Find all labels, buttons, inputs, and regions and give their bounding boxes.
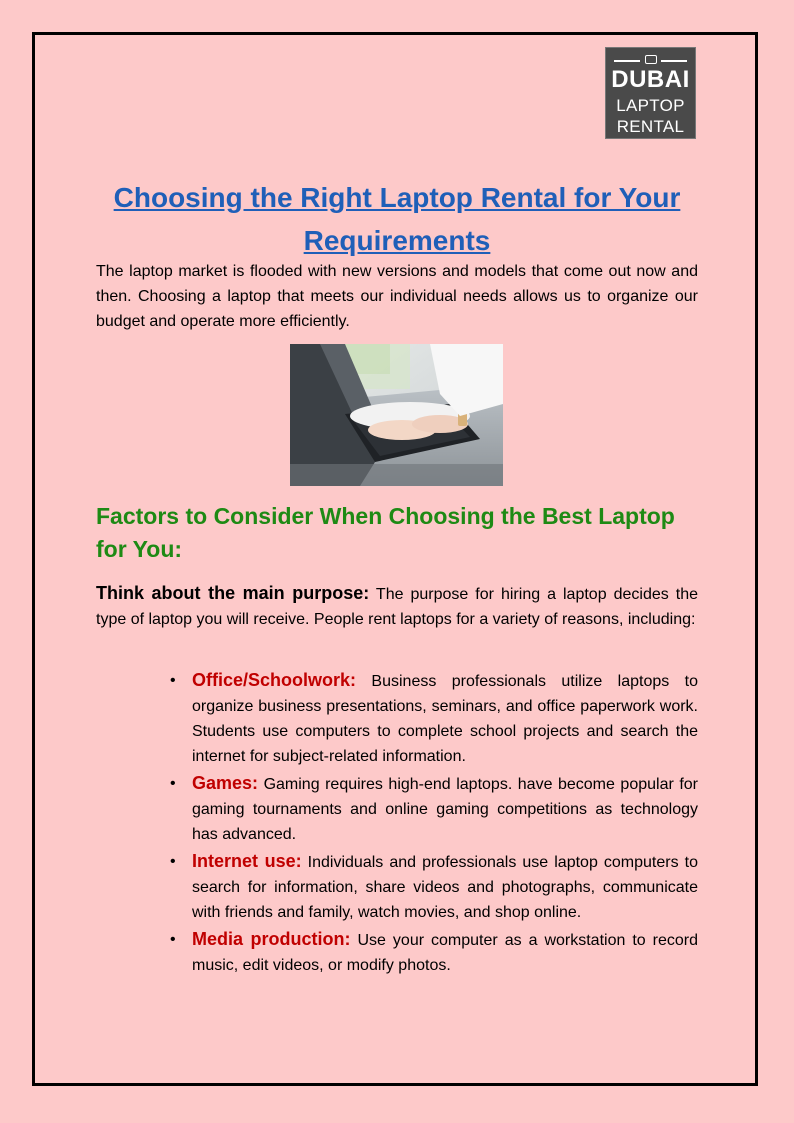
item-term: Media production: bbox=[192, 929, 351, 949]
bullet-icon: • bbox=[170, 672, 176, 689]
purpose-text: The purpose for hiring a laptop decides the type of laptop you will receive. People rent laptops for a variety of reasons, including: bbox=[96, 586, 698, 628]
logo-line-2: LAPTOP bbox=[616, 96, 685, 115]
item-text: Use your computer as a workstation to record music, edit videos, or modify photos. bbox=[192, 932, 699, 974]
bullet-icon: • bbox=[170, 853, 176, 870]
logo-line-1: DUBAI bbox=[611, 66, 690, 93]
brand-logo bbox=[605, 47, 696, 139]
reasons-list bbox=[170, 668, 699, 980]
logo-line-3: RENTAL bbox=[616, 117, 685, 136]
item-text: Individuals and professionals use laptop computers to search for information, share videos and photographs, communicate with friends and family, watch movies, and shop online. bbox=[192, 854, 698, 921]
list-item bbox=[170, 771, 698, 847]
list-item bbox=[170, 668, 698, 769]
laptop-typing-photo bbox=[290, 344, 503, 486]
item-text: Business professionals utilize laptops to organize business presentations, seminars, and office paperwork work. Students use computers to complete school projects and search the internet for subject-related information. bbox=[192, 673, 698, 765]
bullet-icon: • bbox=[170, 775, 176, 792]
list-item bbox=[170, 927, 699, 978]
item-term: Internet use: bbox=[192, 851, 302, 871]
bullet-icon: • bbox=[170, 931, 176, 948]
list-item bbox=[170, 849, 698, 925]
page-title: Choosing the Right Laptop Rental for Your Requirements bbox=[113, 182, 681, 256]
section-heading: Factors to Consider When Choosing the Best Laptop for You: bbox=[96, 503, 675, 562]
intro-paragraph: The laptop market is flooded with new versions and models that come out now and then. Choosing a laptop that meets our individual needs allows us to organize our budget and operate more efficiently. bbox=[96, 263, 698, 330]
item-term: Office/Schoolwork: bbox=[192, 670, 357, 690]
item-term: Games: bbox=[192, 773, 259, 793]
purpose-paragraph bbox=[96, 581, 698, 632]
purpose-lead: Think about the main purpose: bbox=[96, 583, 370, 603]
item-text: Gaming requires high-end laptops. have become popular for gaming tournaments and online gaming competitions as technology has advanced. bbox=[192, 776, 698, 843]
